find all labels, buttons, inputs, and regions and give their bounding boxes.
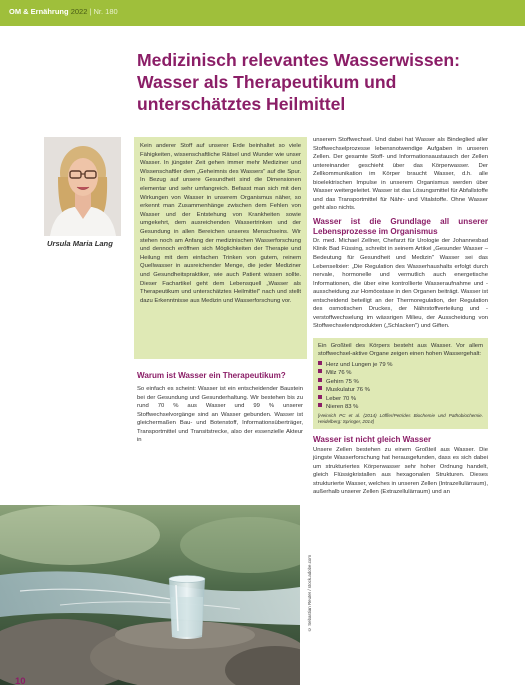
section-text-grundlage: Dr. med. Michael Zellner, Chefarzt für Urologie der Johannesbad Klinik Bad Füssing, schreibt in seinem Artikel „Gesunder Wasser – Bedeutung für Gesundheit und Medizin" Wasser sei das Lebenselixier: „Die Regulation des Wasserhaushalts erfolgt durch nervale, hormonelle und vermutlich auch energetische Informationen, die über eine kontrollierte Wasseraufnahme und -ausscheidung zur Homöostase in den Organen beiträgt. Wasser ist entscheidend beteiligt an der Thermoregulation, der Regulation des osmotischen Druckes, der Nährstoffverteilung und -verstoffwechselung im wässrigen Milieu, der Ausscheidung von Stoffwechselendprodukten („Schlacken") und Giften. — [313, 237, 488, 330]
water-glass-photo — [0, 505, 300, 685]
article-title: Medizinisch relevantes Wasserwissen: Wasser als Therapeutikum und unterschätztes Heilmittel — [137, 50, 461, 114]
author-portrait — [44, 137, 121, 236]
photo-credit: © Sebastian Reuter / stock.adobe.com — [307, 555, 312, 632]
author-caption: Ursula Maria Lang — [47, 239, 113, 248]
section-heading-grundlage: Wasser ist die Grundlage all unserer Lebensprozesse im Organismus — [313, 216, 488, 236]
page-number: 10 — [15, 676, 26, 687]
list-item: Gehirn 75 % — [318, 378, 483, 387]
organ-water-intro: Ein Großteil des Körpers besteht aus Wasser. Vor allem stoffwechsel-aktive Organe zeigen einen hohen Wassergehalt: — [318, 342, 483, 358]
list-item: Herz und Lungen je 79 % — [318, 361, 483, 370]
header-bar — [0, 0, 525, 26]
list-item: Milz 76 % — [318, 369, 483, 378]
organ-water-list — [318, 361, 483, 412]
water-glass-illustration — [0, 505, 300, 685]
right-column-intro-text: unserem Stoffwechsel. Und dabei hat Wasser als Bindeglied aller Stoffwechselprozesse lebensnotwendige Aufgaben in unseren Zellen. Der gesamte Stoff- und Informationsaustausch der Zellen untereinander geschieht über das Körperwasser. Der Zellkommunikation im Körper braucht Wasser, d.h. alle bioelektrischen Impulse in unserem Organismus werden über Wasser weitergeleitet. Wasser ist das Lösungsmittel für Abfallstoffe und das Transportmittel für Nähr- und Vitalstoffe. Ohne Wasser geht also nichts. — [313, 137, 488, 212]
section-heading-therapeutikum: Warum ist Wasser ein Therapeutikum? — [137, 371, 286, 380]
section-heading-nicht-gleich: Wasser ist nicht gleich Wasser — [313, 434, 432, 444]
header-separator: | — [89, 7, 92, 16]
list-item: Leber 70 % — [318, 395, 483, 404]
section-text-nicht-gleich: Unsere Zellen bestehen zu einem Großteil aus Wasser. Die jüngste Wasserforschung hat herausgefunden, dass es sich dabei um strukturiertes Körperwasser sehr hoher Ordnung handelt, gleich Flüssigkristallen aus hexagonalen Strukturen. Dieses strukturierte Wasser, welches in unseren Zellen (Intrazellulärraum), außerhalb unserer Zellen (Extrazellulärraum) und an — [313, 446, 488, 496]
running-header — [9, 7, 118, 16]
section-text-therapeutikum: So einfach es scheint: Wasser ist ein entscheidender Baustein bei der Gesundung und Gesunderhaltung. Wir bestehen bis zu rund 70 % aus Wasser und 99 % unserer Stoffwechselvorgänge sind an Wasser gebunden. Wasser ist gleichermaßen Bau- und Botenstoff, Informationsüberträger, Transportmittel und Transitstrecke, also der essenzielle Akteur in — [137, 386, 303, 444]
intro-text: Kein anderer Stoff auf unserer Erde beinhaltet so viele Fähigkeiten, wissenschaftliche Rätsel und Wunder wie unser Wasser. In jüngster Zeit gehen immer mehr Mediziner und Wissenschaftler dem „Geheimnis des Wassers" auf die Spur. In Bezug auf unsere Gesundheit sind die Dimensionen elementar und sehr umfangreich. Befasst man sich mit den Wirkungen von Wasser in unserem Organismus näher, so erkennt man Zusammenhänge zwischen dem Fehlen von Wasser und der Entstehung von Krankheiten sowie umgekehrt, dem ausreichenden Wassertrinken und der Gesundung in allen Bereichen unseres Menschseins. Wir stehen noch am Anfang der medizinischen Wasserforschung und dennoch eröffnen sich Möglichkeiten der Therapie und Heilung mit dem einfachen Trinken von gutem, reinem Quellwasser in ausreichender Menge, die jeder Mediziner und Gesundheitspraktiker, wie auch Patient wissen sollte. Dieser Fachartikel geht dem Lebensquell „Wasser als Therapeutikum und unterschätztes Heilmittel" nach und stellt dazu Erkenntnisse aus Medizin und Wasserforschung vor. — [140, 143, 301, 304]
author-portrait-illustration — [44, 137, 121, 236]
left-column-text — [137, 385, 303, 445]
issue-number: Nr. 180 — [93, 7, 118, 16]
publication-year: 2022 — [70, 7, 88, 16]
publication-name: OM & Ernährung — [9, 7, 69, 16]
organ-water-source: [Heinrich PC et al. (2014) Löffler/Petrides Biochemie und Pathobiochemie. Heidelberg: Springer, 2014] — [318, 412, 483, 425]
intro-box — [134, 137, 307, 359]
organ-water-box — [313, 338, 488, 429]
right-column — [313, 136, 488, 497]
list-item: Nieren 83 % — [318, 403, 483, 412]
list-item: Muskulatur 76 % — [318, 386, 483, 395]
